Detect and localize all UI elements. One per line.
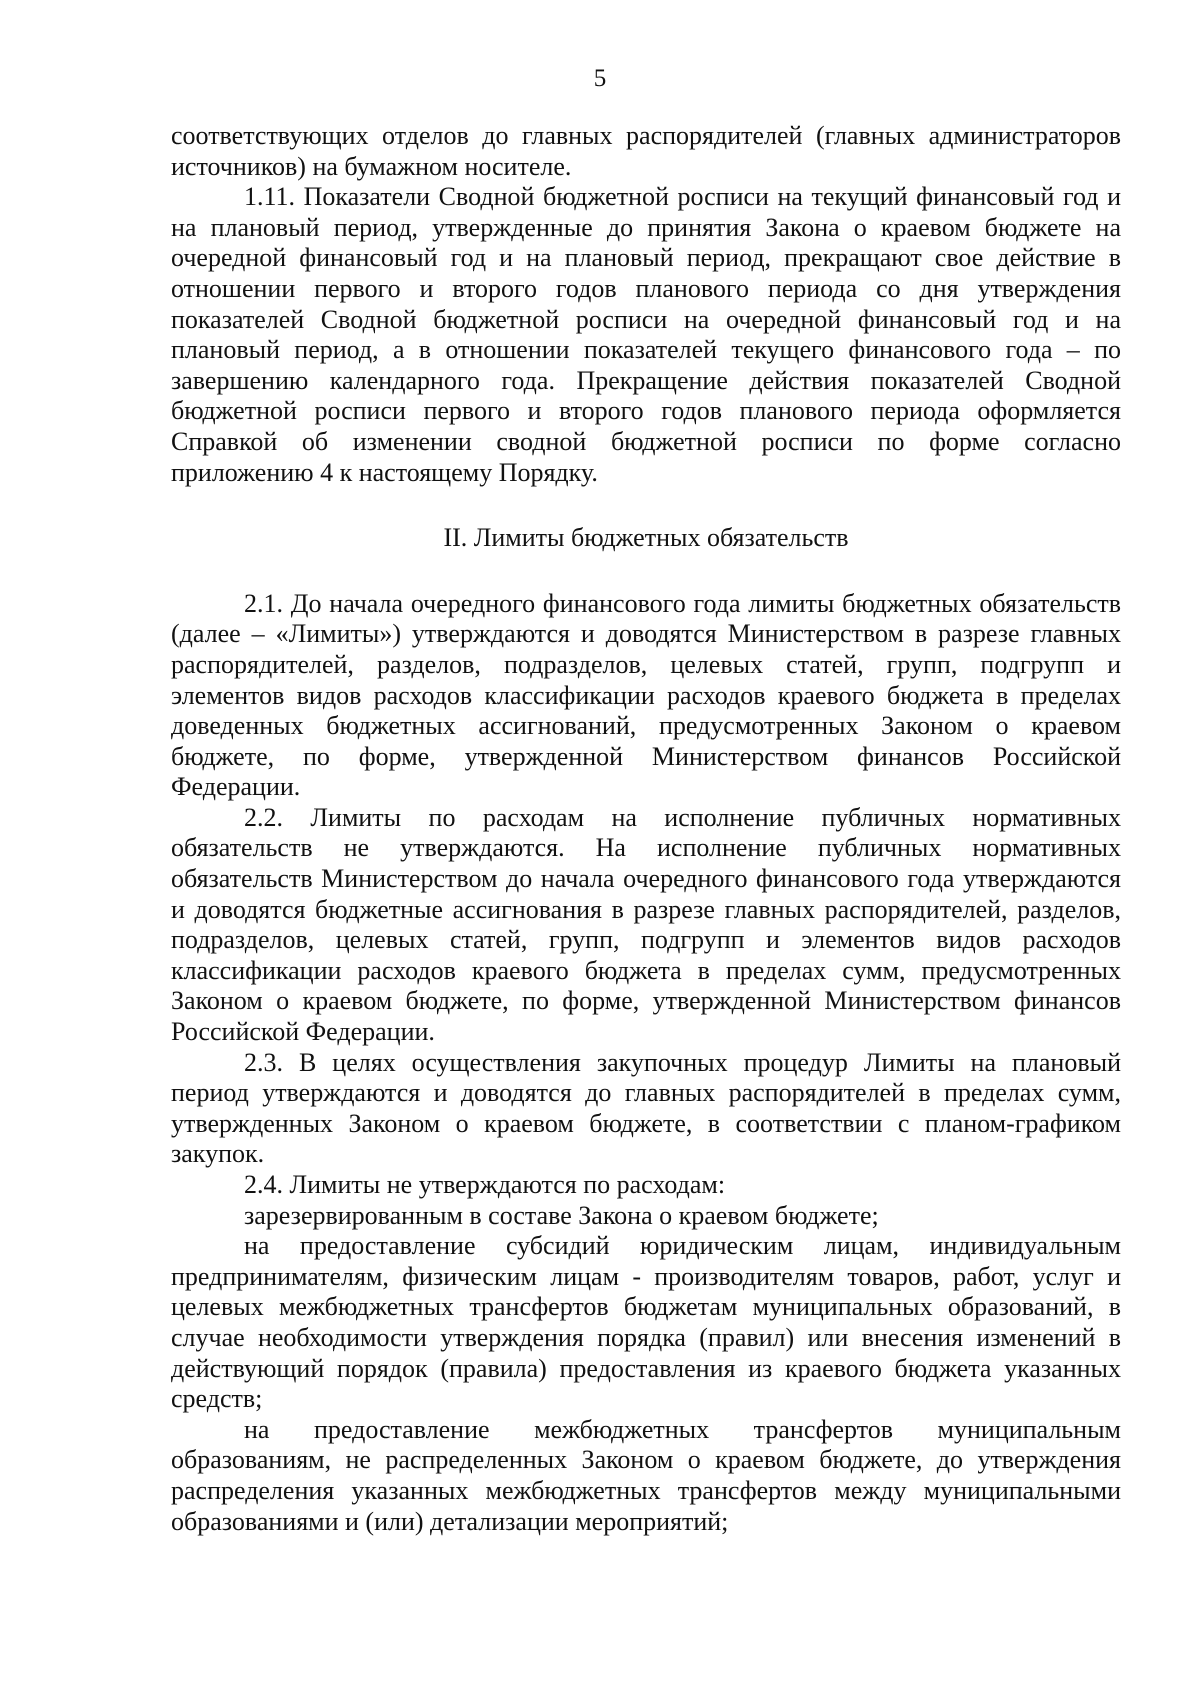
paragraph-2-2: 2.2. Лимиты по расходам на исполнение публичных нормативных обязательств не утверждаются. На исполнение публичных нормативных обязательств Министерством до начала очередного финансового года утверждаются и доводятся бюджетные ассигнования в разрезе главных распорядителей, разделов, подразделов, целевых статей, групп, подгрупп и элементов видов расходов классификации расходов краевого бюджета в пределах сумм, предусмотренных Законом о краевом бюджете, по форме, утвержденной Министерством финансов Российской Федерации. bbox=[171, 802, 1121, 1047]
paragraph-continuation: соответствующих отделов до главных распорядителей (главных администраторов источников) на бумажном носителе. bbox=[171, 121, 1121, 181]
page-number: 5 bbox=[593, 65, 607, 92]
list-item-transfers: на предоставление межбюджетных трансфертов муниципальным образованиям, не распределенных Законом о краевом бюджете, до утверждения распределения указанных межбюджетных трансфертов между муниципальными образованиями и (или) детализации мероприятий; bbox=[171, 1414, 1121, 1536]
document-body bbox=[171, 121, 1121, 1537]
section-heading: II. Лимиты бюджетных обязательств bbox=[443, 523, 849, 553]
list-item-reserved: зарезервированным в составе Закона о краевом бюджете; bbox=[244, 1200, 879, 1230]
paragraph-1-11: 1.11. Показатели Сводной бюджетной росписи на текущий финансовый год и на плановый период, утвержденные до принятия Закона о краевом бюджете на очередной финансовый год и на плановый период, прекращают свое действие в отношении первого и второго годов планового периода со дня утверждения показателей Сводной бюджетной росписи на очередной финансовый год и на плановый период, а в отношении показателей текущего финансового года – по завершению календарного года. Прекращение действия показателей Сводной бюджетной росписи первого и второго годов планового периода оформляется Справкой об изменении сводной бюджетной росписи по форме согласно приложению 4 к настоящему Порядку. bbox=[171, 182, 1121, 487]
paragraph-2-3: 2.3. В целях осуществления закупочных процедур Лимиты на плановый период утверждаются и доводятся до главных распорядителей в пределах сумм, утвержденных Законом о краевом бюджете, в соответствии с планом-графиком закупок. bbox=[171, 1047, 1121, 1169]
paragraph-2-4: 2.4. Лимиты не утверждаются по расходам: bbox=[244, 1170, 726, 1199]
list-item-subsidies: на предоставление субсидий юридическим лицам, индивидуальным предпринимателям, физическим лицам - производителям товаров, работ, услуг и целевых межбюджетных трансфертов бюджетам муниципальных образований, в случае необходимости утверждения порядка (правил) или внесения изменений в действующий порядок (правила) предоставления из краевого бюджета указанных средств; bbox=[171, 1231, 1121, 1414]
paragraph-2-1: 2.1. До начала очередного финансового года лимиты бюджетных обязательств (далее – «Лимиты») утверждаются и доводятся Министерством в разрезе главных распорядителей, разделов, подразделов, целевых статей, групп, подгрупп и элементов видов расходов классификации расходов краевого бюджета в пределах доведенных бюджетных ассигнований, предусмотренных Законом о краевом бюджете, по форме, утвержденной Министерством финансов Российской Федерации. bbox=[171, 588, 1121, 802]
